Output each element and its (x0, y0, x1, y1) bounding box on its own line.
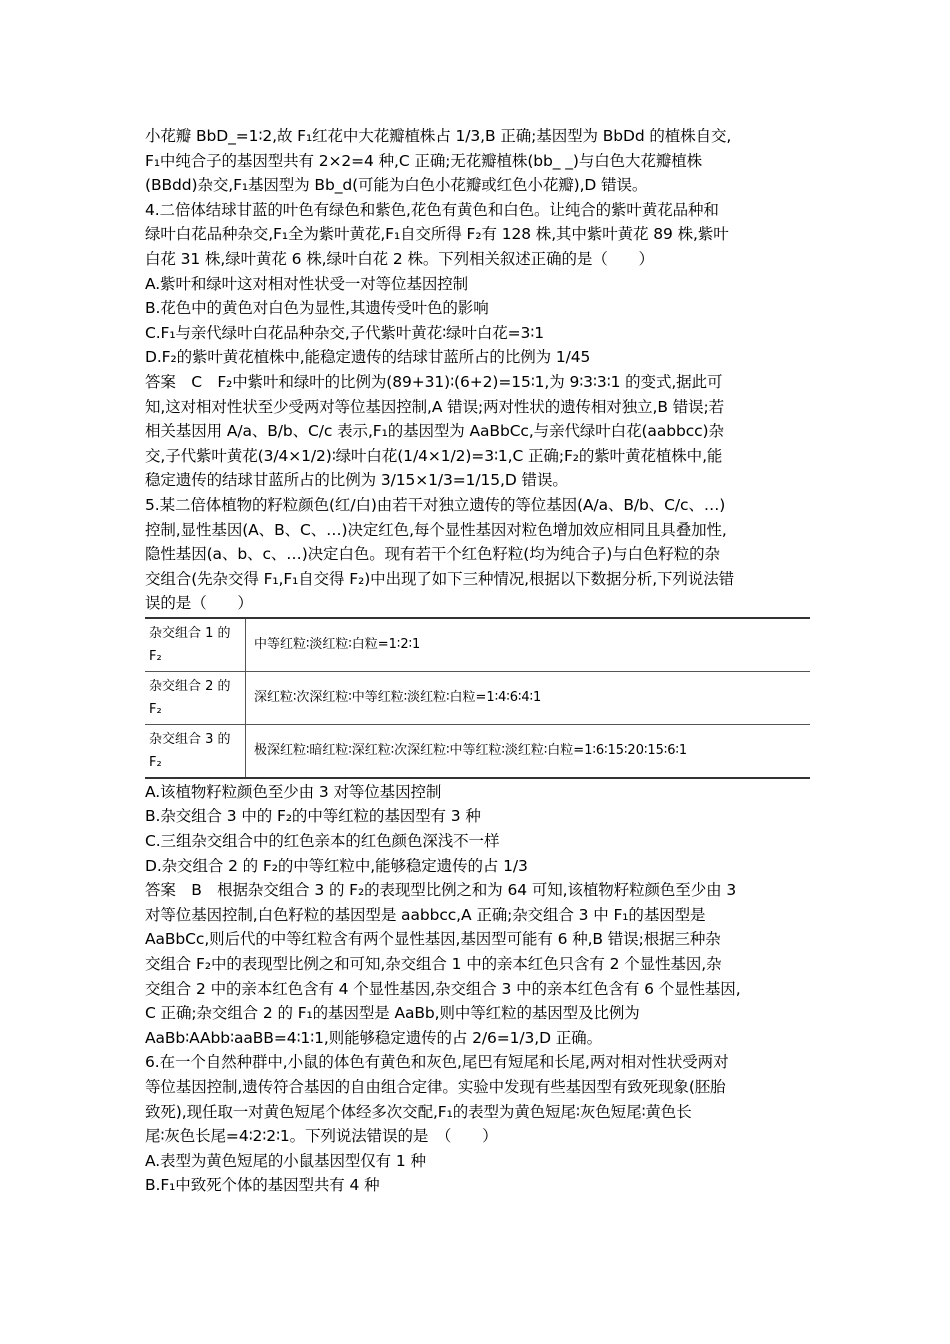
option-c: C.F₁与亲代绿叶白花品种杂交,子代紫叶黄花∶绿叶白花=3∶1 (145, 323, 544, 342)
option-b: B.F₁中致死个体的基因型共有 4 种 (145, 1176, 380, 1195)
text-block-bottom (145, 780, 815, 1198)
text-line: 白花 31 株,绿叶黄花 6 株,绿叶白花 2 株。下列相关叙述正确的是（ ） (145, 249, 654, 268)
text-line: F₁中纯合子的基因型共有 2×2=4 种,C 正确;无花瓣植株(bb_ _)与白色大花瓣植株 (145, 151, 703, 170)
option-d: D.杂交组合 2 的 F₂的中等红粒中,能够稳定遗传的占 1/3 (145, 856, 528, 875)
answer-5: 答案 B 根据杂交组合 3 的 F₂的表现型比例之和为 64 可知,该植物籽粒颜色至少由 3 (145, 881, 737, 900)
question-6-stem: 6.在一个自然种群中,小鼠的体色有黄色和灰色,尾巴有短尾和长尾,两对相对性状受两对 (145, 1053, 729, 1072)
text-line: 知,这对相对性状至少受两对等位基因控制,A 错误;两对性状的遗传相对独立,B 错误;若 (145, 397, 725, 416)
text-line: (BBdd)杂交,F₁基因型为 Bb_d(可能为白色小花瓣或红色小花瓣),D 错误。 (145, 176, 648, 195)
text-line: 等位基因控制,遗传符合基因的自由组合定律。实验中发现有些基因型有致死现象(胚胎 (145, 1078, 726, 1096)
text-line: 交组合(先杂交得 F₁,F₁自交得 F₂)中出现了如下三种情况,根据以下数据分析,下列说法错 (145, 569, 735, 588)
table-row-label: 杂交组合 3 的 F₂ (145, 724, 246, 778)
option-a: A.该植物籽粒颜色至少由 3 对等位基因控制 (145, 782, 442, 801)
option-c: C.三组杂交组合中的红色亲本的红色颜色深浅不一样 (145, 832, 500, 851)
text-line: 稳定遗传的结球甘蓝所占的比例为 3/15×1/3=1/15,D 错误。 (145, 471, 568, 490)
option-d: D.F₂的紫叶黄花植株中,能稳定遗传的结球甘蓝所占的比例为 1/45 (145, 348, 591, 367)
text-line: 致死),现任取一对黄色短尾个体经多次交配,F₁的表型为黄色短尾∶灰色短尾∶黄色长 (145, 1102, 692, 1121)
text-line: 交,子代紫叶黄花(3/4×1/2)∶绿叶白花(1/4×1/2)=3∶1,C 正确;F₂的紫叶黄花植株中,能 (145, 446, 723, 465)
text-block-top (145, 124, 815, 616)
text-line: 对等位基因控制,白色籽粒的基因型是 aabbcc,A 正确;杂交组合 3 中 F₁的基因型是 (145, 905, 706, 924)
text-line: 交组合 2 中的亲本红色含有 4 个显性基因,杂交组合 3 中的亲本红色含有 6 个显性基因, (145, 979, 741, 998)
answer-4: 答案 C F₂中紫叶和绿叶的比例为(89+31)∶(6+2)=15∶1,为 9∶3∶3∶1 的变式,据此可 (145, 372, 723, 391)
text-line: 小花瓣 BbD_=1∶2,故 F₁红花中大花瓣植株占 1/3,B 正确;基因型为 BbDd 的植株自交, (145, 127, 732, 145)
table-row-value: 极深红粒∶暗红粒∶深红粒∶次深红粒∶中等红粒∶淡红粒∶白粒=1∶6∶15∶20∶15∶6∶1 (246, 724, 811, 778)
text-line: 尾∶灰色长尾=4∶2∶2∶1。下列说法错误的是 （ ） (145, 1127, 498, 1146)
text-line: C 正确;杂交组合 2 的 F₁的基因型是 AaBb,则中等红粒的基因型及比例为 (145, 1004, 640, 1023)
text-line: 误的是（ ） (145, 594, 253, 613)
text-line: 相关基因用 A/a、B/b、C/c 表示,F₁的基因型为 AaBbCc,与亲代绿叶白花(aabbcc)杂 (145, 422, 724, 441)
text-line: 隐性基因(a、b、c、…)决定白色。现有若干个红色籽粒(均为纯合子)与白色籽粒的杂 (145, 545, 720, 564)
table-row-value: 中等红粒∶淡红粒∶白粒=1∶2∶1 (246, 618, 811, 672)
option-a: A.表型为黄色短尾的小鼠基因型仅有 1 种 (145, 1151, 426, 1170)
table-row-value: 深红粒∶次深红粒∶中等红粒∶淡红粒∶白粒=1∶4∶6∶4∶1 (246, 671, 811, 724)
option-b: B.杂交组合 3 中的 F₂的中等红粒的基因型有 3 种 (145, 807, 481, 826)
document-page (145, 124, 815, 1198)
text-line: 绿叶白花品种杂交,F₁全为紫叶黄花,F₁自交所得 F₂有 128 株,其中紫叶黄花 89 株,紫叶 (145, 225, 729, 244)
text-line: AaBbCc,则后代的中等红粒含有两个显性基因,基因型可能有 6 种,B 错误;根据三种杂 (145, 930, 721, 949)
text-line: AaBb∶AAbb∶aaBB=4∶1∶1,则能够稳定遗传的占 2/6=1/3,D 正确。 (145, 1028, 602, 1047)
text-line: 交组合 F₂中的表现型比例之和可知,杂交组合 1 中的亲本红色只含有 2 个显性基因,杂 (145, 955, 722, 974)
table-row (145, 724, 810, 778)
question-4-stem: 4.二倍体结球甘蓝的叶色有绿色和紫色,花色有黄色和白色。让纯合的紫叶黄花品种和 (145, 200, 719, 219)
option-a: A.紫叶和绿叶这对相对性状受一对等位基因控制 (145, 274, 469, 293)
table-row-label: 杂交组合 2 的 F₂ (145, 671, 246, 724)
table-row-label: 杂交组合 1 的 F₂ (145, 618, 246, 672)
question-5-stem: 5.某二倍体植物的籽粒颜色(红/白)由若干对独立遗传的等位基因(A/a、B/b、C/c、…) (145, 495, 726, 514)
table-row (145, 618, 810, 672)
text-line: 控制,显性基因(A、B、C、…)决定红色,每个显性基因对粒色增加效应相同且具叠加性, (145, 520, 727, 539)
option-b: B.花色中的黄色对白色为显性,其遗传受叶色的影响 (145, 299, 489, 318)
cross-results-table (145, 617, 810, 779)
table-row (145, 671, 810, 724)
